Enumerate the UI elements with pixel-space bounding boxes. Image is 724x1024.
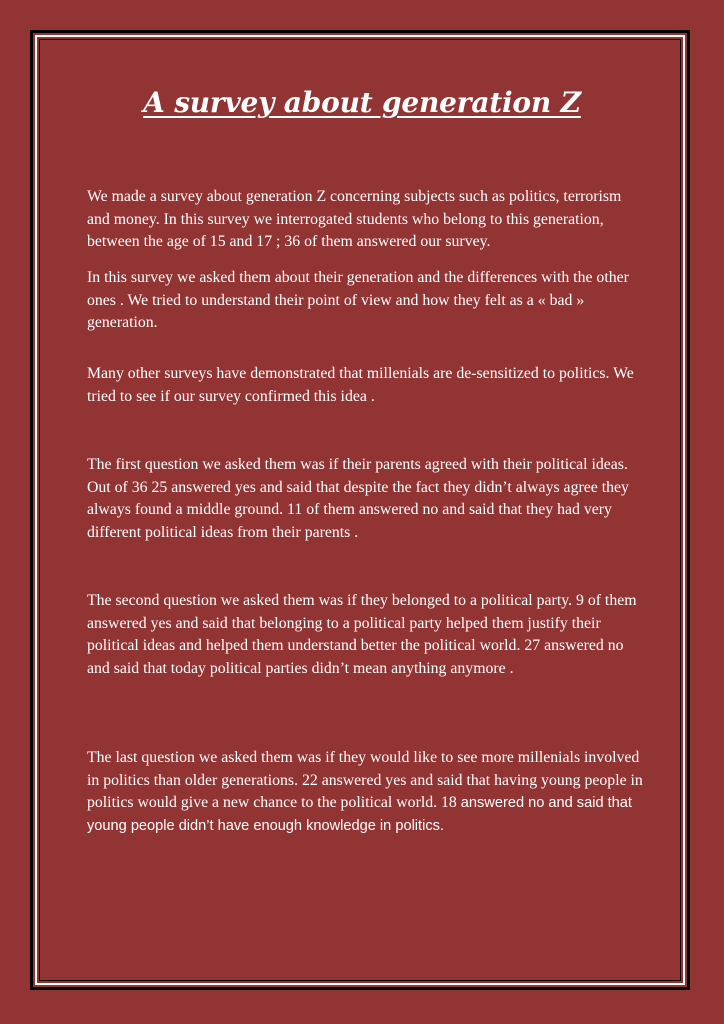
paragraph-question-2: The second question we asked them was if they belonged to a political party. 9 of them answered yes and said that belonging to a political party helped them justify their political ideas and helped them understand better the political world. 27 answered no and said that today political parties didn’t mean anything anymore . <box>87 592 637 677</box>
paragraph-question-3-serif: The last question we asked them was if they would like to see more millenials involved in politics than older generations. 22 answered yes and said that having young people in politics would give a new chance to the political world. 18 <box>87 749 643 811</box>
paragraph-purpose: In this survey we asked them about their generation and the differences with the other ones . We tried to understand their point of view and how they felt as a « bad » generation. <box>87 269 629 331</box>
paragraph-intro: We made a survey about generation Z concerning subjects such as politics, terrorism and money. In this survey we interrogated students who belong to this generation, between the age of 15 and 17 ; 36 of them answered our survey. <box>87 188 622 250</box>
paragraph-context: Many other surveys have demonstrated that millenials are de-sensitized to politics. We tried to see if our survey confirmed this idea . <box>87 365 634 405</box>
paragraph-question-3 <box>87 747 647 837</box>
paragraph-question-3-sans: answered no and said that young people didn’t have enough knowledge in politics. <box>87 795 632 834</box>
page-title: A survey about generation Z <box>143 86 581 119</box>
paragraph-question-1: The first question we asked them was if their parents agreed with their political ideas. Out of 36 25 answered yes and said that despite the fact they didn’t always agree they always found a middle ground. 11 of them answered no and said that they had very different political ideas from their parents . <box>87 456 629 541</box>
